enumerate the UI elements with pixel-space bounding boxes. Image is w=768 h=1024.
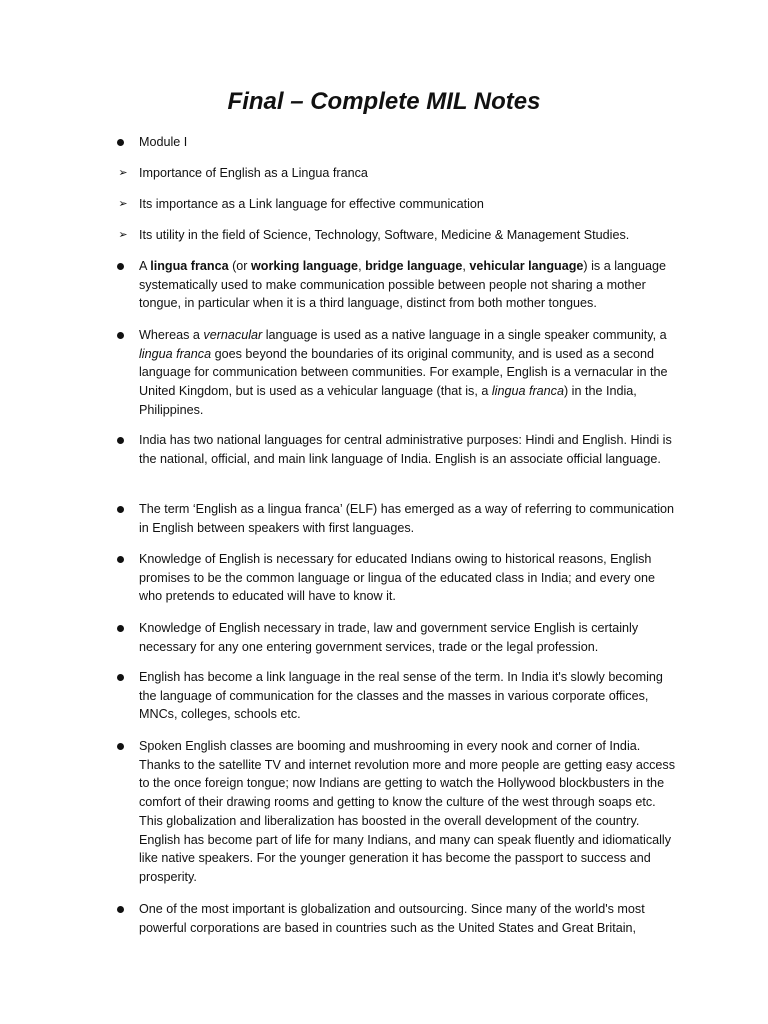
list-item-text: Knowledge of English is necessary for educated Indians owing to historical reasons, English promises to be the common language or lingua of the educated class in India; and every one who pretends to educated will have to know it.: [139, 552, 655, 604]
list-item-arrow-2: [118, 195, 679, 214]
bold-term: lingua franca: [150, 259, 229, 273]
italic-term: lingua franca: [139, 346, 212, 361]
text-run: language is used as a native language in a single speaker community, a: [262, 328, 667, 342]
page-title: Final – Complete MIL Notes: [227, 88, 541, 115]
text-run: A: [139, 259, 151, 273]
list-item-p7: [139, 668, 679, 724]
list-item-p2: [139, 326, 679, 420]
italic-term: lingua franca: [491, 384, 564, 399]
text-run: goes beyond the boundaries of its original community, and is used as a second language for communication between communities. For example, English is a vernacular in the United Kingdom, but is used as a vehicular language (that is, a: [139, 346, 668, 399]
list-item-text: Knowledge of English necessary in trade, law and government service English is certainly necessary for any one entering government services, trade or the legal profession.: [139, 621, 639, 654]
arrow-bullet-icon: ➢: [118, 229, 128, 241]
list-item-text: Its utility in the field of Science, Technology, Software, Medicine & Management Studies.: [139, 228, 630, 242]
list-item-p1: [139, 257, 679, 313]
bold-term: bridge language: [365, 259, 463, 273]
list-item-arrow-1: [118, 164, 679, 183]
bullet-icon: [117, 437, 124, 444]
italic-term: vernacular: [203, 328, 263, 342]
list-item-text: Importance of English as a Lingua franca: [139, 166, 368, 180]
arrow-bullet-icon: ➢: [118, 167, 128, 179]
list-item-p6: [139, 619, 679, 656]
list-item-p3: [139, 431, 679, 468]
text-run: ) in the India, Philippines.: [139, 384, 637, 417]
list-item-p8: [139, 737, 679, 887]
list-item-arrow-3: [118, 226, 679, 245]
bullet-icon: [117, 556, 124, 563]
bold-term: working language: [251, 259, 359, 273]
list-item-text: Spoken English classes are booming and mushrooming in every nook and corner of India. Thanks to the satellite TV and internet revolution more and more people are getting easy access to the once foreign tongue; now Indians are getting to watch the Hollywood blockbusters in the comfort of their drawing rooms and getting to know the culture of the west through soaps etc. This globalization and liberalization has boosted in the overall development of the country. English has become part of life for many Indians, and many can speak fluently and idiomatically like native speakers. For the younger generation it has become the passport to success and prosperity.: [139, 739, 676, 884]
list-item-text: India has two national languages for central administrative purposes: Hindi and English. Hindi is the national, official, and main link language of India. English is an associate official language.: [139, 433, 672, 466]
bullet-icon: [117, 625, 124, 632]
list-item-p5: [139, 550, 679, 606]
list-item-p4: [139, 500, 679, 537]
list-item-text: One of the most important is globalization and outsourcing. Since many of the world's most powerful corporations are based in countries such as the United States and Great Britain,: [139, 902, 645, 935]
bullet-icon: [117, 332, 124, 339]
bullet-icon: [117, 743, 124, 750]
bullet-icon: [117, 263, 124, 270]
arrow-bullet-icon: ➢: [118, 198, 128, 210]
text-run: Whereas a: [139, 328, 204, 342]
text-run: ) is a language systematically used to make communication possible between people not sharing a mother tongue, in particular when it is a third language, distinct from both mother tongues.: [139, 259, 667, 311]
list-item-text: The term ‘English as a lingua franca’ (ELF) has emerged as a way of referring to communication in English between speakers with first languages.: [139, 502, 675, 535]
list-item-p9: [139, 900, 679, 937]
list-item-text: Module I: [139, 135, 188, 149]
text-run: ,: [462, 259, 470, 273]
list-item-text: Its importance as a Link language for effective communication: [139, 197, 484, 211]
text-run: ,: [358, 259, 366, 273]
bullet-icon: [117, 906, 124, 913]
list-item-module: [139, 133, 679, 152]
bullet-icon: [117, 506, 124, 513]
bullet-icon: [117, 139, 124, 146]
bullet-icon: [117, 674, 124, 681]
text-run: (or: [228, 259, 251, 273]
list-item-text: English has become a link language in the real sense of the term. In India it's slowly becoming the language of communication for the classes and the masses in various corporate offices, MNCs, colleges, schools etc.: [139, 670, 663, 722]
bold-term: vehicular language: [469, 259, 584, 273]
